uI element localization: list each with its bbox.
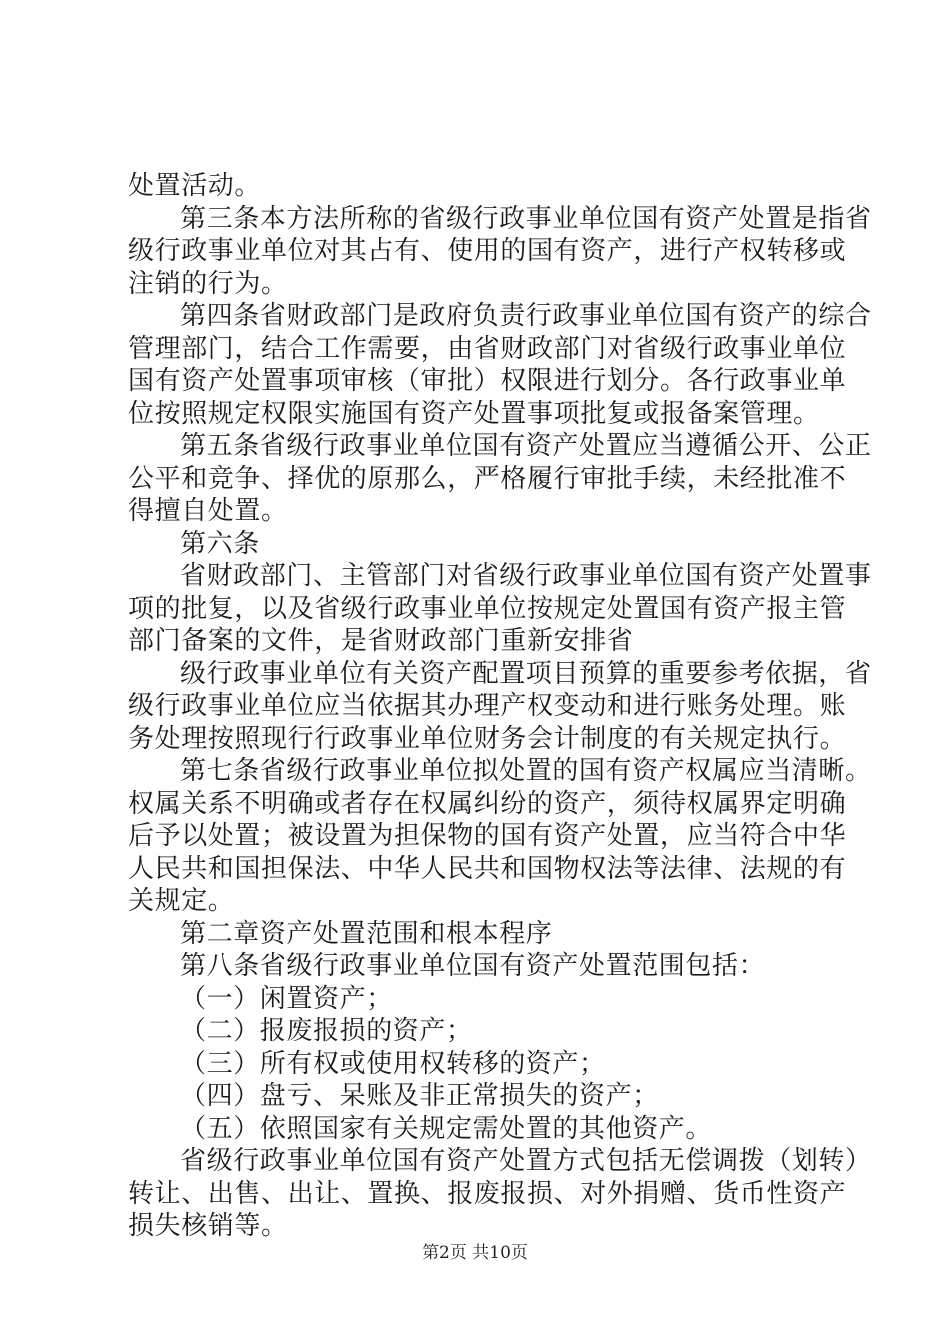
text-line: 第六条 [180, 528, 260, 559]
text-line: 公平和竞争、择优的原那么，严格履行审批手续，未经批准不 [128, 463, 847, 494]
text-line: （一）闲置资产； [180, 983, 393, 1014]
text-line: （四）盘亏、呆账及非正常损失的资产； [180, 1081, 659, 1111]
text-line: 第五条省级行政事业单位国有资产处置应当遵循公开、公正 [180, 431, 872, 461]
text-line: 第三条本方法所称的省级行政事业单位国有资产处置是指省 [180, 203, 872, 234]
text-line: 权属关系不明确或者存在权属纠纷的资产，须待权属界定明确 [128, 788, 847, 819]
text-line: 管理部门，结合工作需要，由省财政部门对省级行政事业单位 [128, 333, 847, 364]
text-line: 第八条省级行政事业单位国有资产处置范围包括： [180, 951, 766, 981]
text-line: （二）报废报损的资产； [180, 1016, 473, 1046]
text-line: 得擅自处置。 [128, 496, 288, 526]
text-line: 省级行政事业单位国有资产处置方式包括无偿调拨（划转） [180, 1146, 872, 1176]
text-line: 部门备案的文件，是省财政部门重新安排省 [128, 626, 634, 656]
text-line: 级行政事业单位应当依据其办理产权变动和进行账务处理。账 [128, 691, 847, 721]
text-line: 关规定。 [128, 886, 235, 916]
text-line: 第七条省级行政事业单位拟处置的国有资产权属应当清晰。 [180, 756, 872, 786]
text-line: 注销的行为。 [128, 268, 288, 299]
text-line: 人民共和国担保法、中华人民共和国物权法等法律、法规的有 [128, 853, 847, 884]
text-line: 项的批复，以及省级行政事业单位按规定处置国有资产报主管 [128, 593, 847, 624]
text-line: 国有资产处置事项审核（审批）权限进行划分。各行政事业单 [128, 366, 847, 396]
text-line: 后予以处置；被设置为担保物的国有资产处置，应当符合中华 [128, 821, 847, 851]
text-line: 处置活动。 [128, 171, 262, 201]
text-line: 位按照规定权限实施国有资产处置事项批复或报备案管理。 [128, 398, 820, 429]
text-line: 级行政事业单位对其占有、使用的国有资产，进行产权转移或 [128, 236, 847, 266]
document-body [128, 170, 872, 1243]
text-line: （五）依照国家有关规定需处置的其他资产。 [180, 1113, 713, 1144]
text-line: 第四条省财政部门是政府负责行政事业单位国有资产的综合 [180, 301, 872, 331]
text-line: （三）所有权或使用权转移的资产； [180, 1048, 606, 1079]
text-line: 第二章资产处置范围和根本程序 [180, 918, 553, 949]
text-line: 级行政事业单位有关资产配置项目预算的重要参考依据，省 [180, 658, 872, 689]
text-line: 务处理按照现行行政事业单位财务会计制度的有关规定执行。 [128, 723, 847, 754]
text-line: 省财政部门、主管部门对省级行政事业单位国有资产处置事 [180, 561, 872, 591]
page-number-footer: 第2页 共10页 [422, 1243, 528, 1263]
text-line: 损失核销等。 [128, 1211, 288, 1241]
text-line: 转让、出售、出让、置换、报废报损、对外捐赠、货币性资产 [128, 1178, 847, 1209]
